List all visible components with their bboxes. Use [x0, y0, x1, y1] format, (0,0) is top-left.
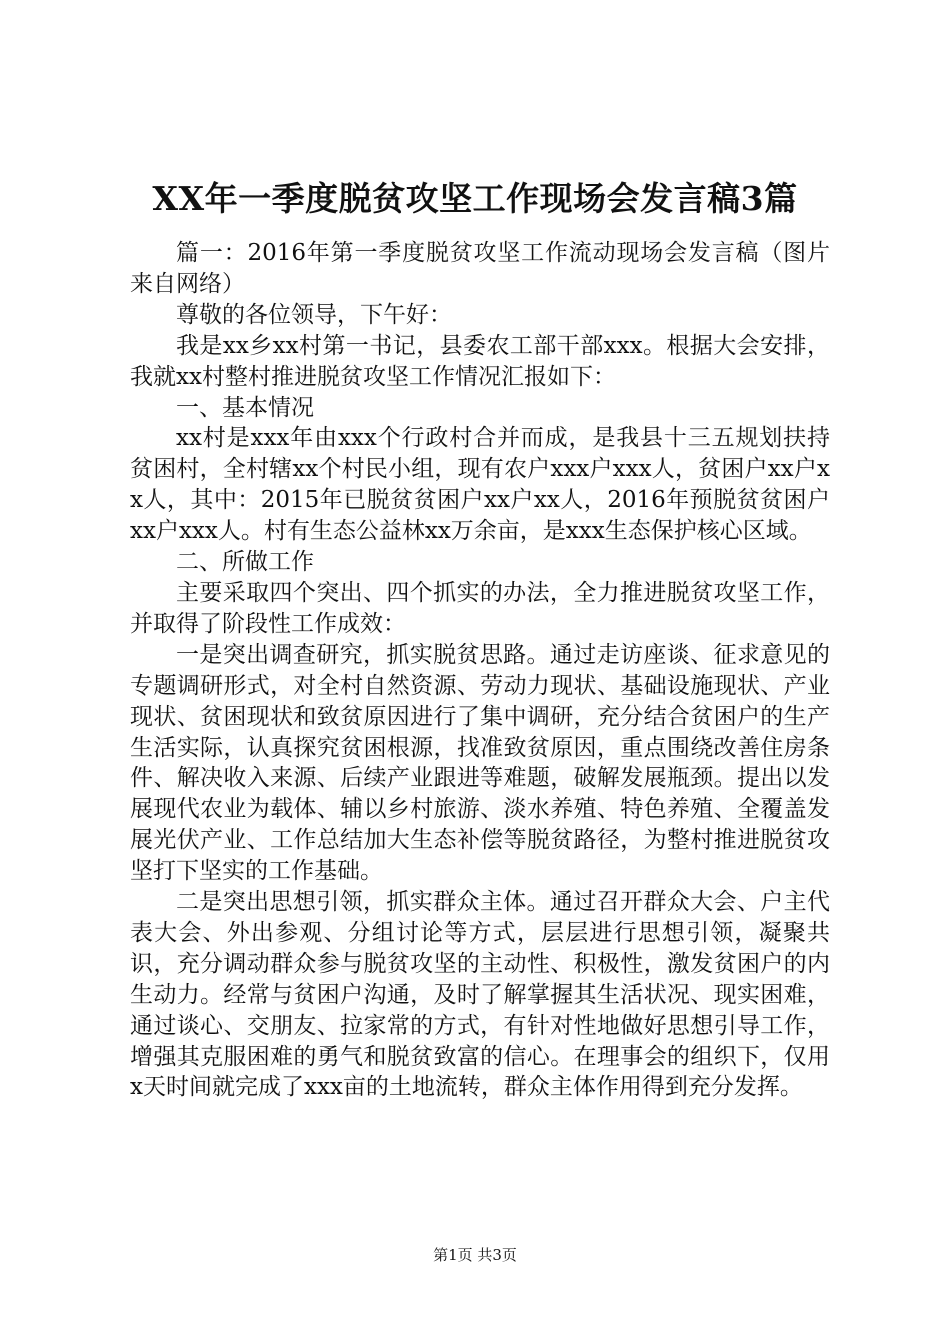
page-number-footer: 第1页 共3页	[433, 1246, 517, 1264]
paragraph-point-two: 二是突出思想引领，抓实群众主体。通过召开群众大会、户主代表大会、外出参观、分组讨论等方式，层层进行思想引领，凝聚共识，充分调动群众参与脱贫攻坚的主动性、积极性，激发贫困户的内生动力。经常与贫困户沟通，及时了解掌握其生活状况、现实困难，通过谈心、交朋友、拉家常的方式，有针对性地做好思想引导工作，增强其克服困难的勇气和脱贫致富的信心。在理事会的组织下，仅用x天时间就完成了xxx亩的土地流转，群众主体作用得到充分发挥。	[130, 889, 830, 1101]
section-heading-basic-situation: 一、基本情况	[176, 394, 314, 421]
document-body	[130, 238, 830, 1103]
paragraph-point-one: 一是突出调查研究，抓实脱贫思路。通过走访座谈、征求意见的专题调研形式，对全村自然资源、劳动力现状、基础设施现状、产业现状、贫困现状和致贫原因进行了集中调研，充分结合贫困户的生产生活实际，认真探究贫困根源，找准致贫原因，重点围绕改善住房条件、解决收入来源、后续产业跟进等难题，破解发展瓶颈。提出以发展现代农业为载体、辅以乡村旅游、淡水养殖、特色养殖、全覆盖发展光伏产业、工作总结加大生态补偿等脱贫路径，为整村推进脱贫攻坚打下坚实的工作基础。	[130, 641, 830, 885]
paragraph-greeting: 尊敬的各位领导，下午好：	[176, 301, 452, 328]
paragraph-self-introduction: 我是xx乡xx村第一书记，县委农工部干部xxx。根据大会安排，我就xx村整村推进脱贫攻坚工作情况汇报如下：	[130, 332, 830, 390]
section-heading-work-done: 二、所做工作	[176, 549, 314, 576]
paragraph-basic-situation: xx村是xxx年由xxx个行政村合并而成，是我县十三五规划扶持贫困村，全村辖xx个村民小组，现有农户xxx户xxx人，贫困户xx户xx人，其中：2015年已脱贫贫困户xx户xx人，2016年预脱贫贫困户xx户xxx人。村有生态公益林xx万余亩，是xxx生态保护核心区域。	[130, 425, 830, 545]
paragraph-part-one-heading: 篇一：2016年第一季度脱贫攻坚工作流动现场会发言稿（图片来自网络）	[130, 240, 830, 297]
paragraph-work-summary: 主要采取四个突出、四个抓实的办法，全力推进脱贫攻坚工作，并取得了阶段性工作成效：	[130, 579, 830, 637]
document-title: XX年一季度脱贫攻坚工作现场会发言稿3篇	[152, 179, 798, 218]
